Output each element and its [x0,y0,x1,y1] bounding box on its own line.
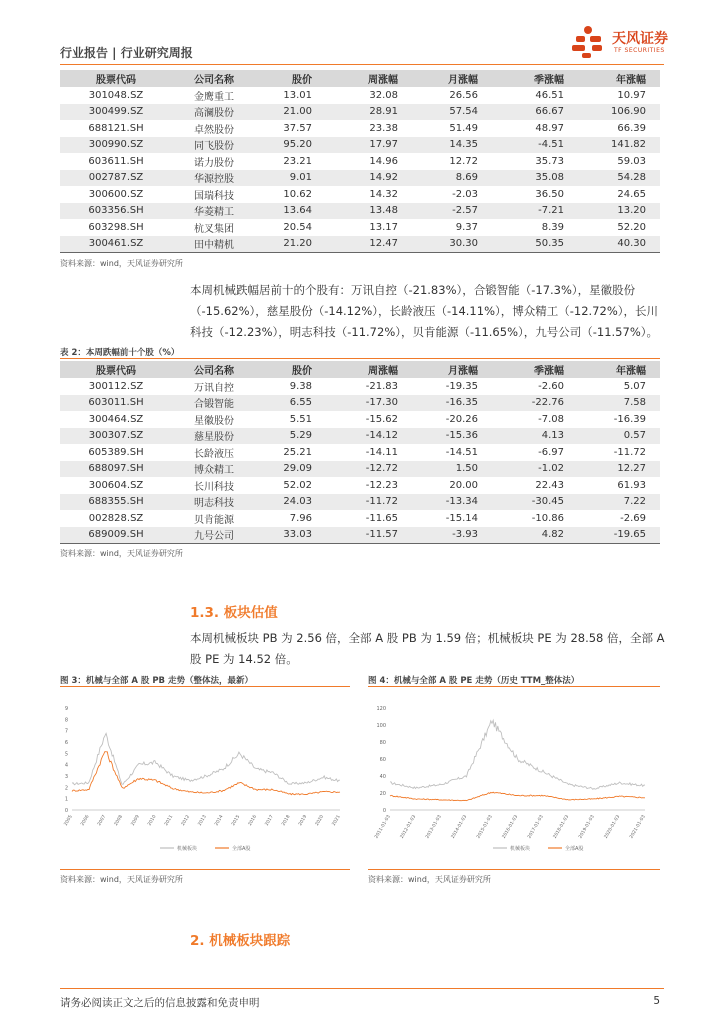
column-header: 季涨幅 [492,70,578,87]
x-tick-label: 2018-01-03 [552,814,571,840]
y-tick-label: 9 [64,706,68,712]
table-cell: -11.57 [326,527,412,544]
table-cell: 688121.SH [88,122,144,134]
table-cell: 12.47 [326,236,412,253]
table-cell: 300990.SZ [60,137,172,154]
table-cell: 35.73 [535,155,564,167]
table-cell: 106.90 [578,104,660,121]
table-cell: 10.97 [617,89,646,101]
table-cell: 13.17 [369,221,398,233]
table-cell: 603011.SH [60,395,172,412]
legend-label: 机械板块 [177,846,198,852]
column-header: 股价 [256,70,326,87]
x-tick-label: 2014-01-03 [450,814,469,840]
x-tick-label: 2017-01-03 [527,814,545,840]
table-row [60,104,660,121]
table-cell: 星徽股份 [194,415,234,427]
table-cell: 46.51 [535,89,564,101]
table-cell: 13.20 [578,203,660,220]
table-cell: 61.93 [617,479,646,491]
table-cell: 300112.SZ [88,380,144,392]
table-cell: 141.82 [578,137,660,154]
table1-source: 资料来源：wind，天风证券研究所 [60,259,183,268]
x-tick-label: 2016-01-03 [501,814,520,840]
x-tick-label: 2014 [214,814,225,827]
table-row [60,219,660,236]
table-cell: 300464.SZ [88,413,144,425]
column-header: 年涨幅 [578,361,660,378]
table-cell: 14.92 [326,170,412,187]
table-cell: -7.08 [538,413,564,425]
table-cell: 95.20 [256,137,326,154]
table-row [60,477,660,494]
table-cell: 688097.SH [60,461,172,478]
table-row [60,378,660,395]
table-cell: 万讯自控 [194,382,234,394]
table-cell: 33.03 [256,527,326,544]
logo-name: 天风证券 [612,31,668,47]
table-cell: 30.30 [412,236,492,253]
chart4-bottom-rule [368,869,660,870]
table-cell: 8.39 [541,221,564,233]
table-cell: 21.00 [256,104,326,121]
x-tick-label: 2018 [281,814,292,827]
x-tick-label: 2021-01-03 [629,814,647,840]
table-cell: -2.60 [538,380,564,392]
y-tick-label: 2 [64,785,68,792]
table-cell: 5.07 [623,380,646,392]
table-cell: -4.51 [492,137,578,154]
y-tick-label: 1 [64,796,68,803]
y-tick-label: 100 [376,723,386,729]
series-line-all-a-shares [72,752,340,795]
table-cell: 36.50 [535,188,564,200]
series-line-machinery [72,733,340,784]
table-row [60,186,660,203]
table-cell: 24.65 [617,188,646,200]
y-tick-label: 60 [379,757,386,763]
table-cell: 603298.SH [88,221,144,233]
table-cell: 杭叉集团 [194,223,234,235]
table-cell: -16.39 [613,413,646,425]
table-cell: -1.02 [492,461,578,478]
x-tick-label: 2013-01-03 [425,814,443,840]
table-cell: 4.82 [492,527,578,544]
table-cell: 66.39 [617,122,646,134]
table-cell: -30.45 [492,494,578,511]
chart3-caption: 图 3：机械与全部 A 股 PB 走势（整体法，最新） [60,676,253,686]
table-row [60,494,660,511]
table-cell: 23.38 [369,122,398,134]
table-cell: 13.01 [283,89,312,101]
table-row [60,461,660,478]
table-cell: 8.69 [412,170,492,187]
table-row [60,395,660,412]
table-cell: 51.49 [449,122,478,134]
table-cell: -10.86 [531,512,564,524]
top-decliners-table [60,361,660,544]
chart4-source: 资料来源：wind，天风证券研究所 [368,875,491,884]
table-cell: 21.20 [256,236,326,253]
table-cell: 9.01 [256,170,326,187]
table-cell: 同飞股份 [172,137,256,154]
chart3-caption-rule [60,686,350,687]
footer-rule [60,988,664,989]
table-cell: 5.51 [289,413,312,425]
table-cell: 17.97 [326,137,412,154]
table-cell: 300600.SZ [88,188,144,200]
table-cell: 7.96 [289,512,312,524]
table-cell: -20.26 [445,413,478,425]
table-cell: 002828.SZ [88,512,144,524]
x-tick-label: 2008 [113,814,124,827]
y-tick-label: 40 [379,774,386,780]
table-cell: 689009.SH [60,527,172,544]
table-cell: 长川科技 [194,481,234,493]
table-row [60,153,660,170]
table-cell: -13.34 [412,494,492,511]
series-line-all-a-shares [390,792,645,801]
table-cell: 5.29 [256,428,326,445]
table-cell: 九号公司 [172,527,256,544]
table-cell: -16.35 [412,395,492,412]
table-cell: 48.97 [535,122,564,134]
legend-label: 全部A股 [232,846,251,852]
column-header: 股票代码 [60,70,172,87]
table-cell: 7.58 [578,395,660,412]
section-1-3-title: 1.3. 板块估值 [190,605,278,621]
table-cell: 301048.SZ [88,89,144,101]
table-cell: 9.37 [455,221,478,233]
chart3-bottom-rule [60,869,350,870]
table2-caption: 表 2：本周跌幅前十个股（%） [60,348,180,358]
table-cell: 金鹰重工 [194,91,234,103]
x-tick-label: 2015 [231,814,242,827]
table-row [60,87,660,104]
table-cell: 6.55 [256,395,326,412]
table-row [60,203,660,220]
x-tick-label: 2019 [298,814,309,827]
table-cell: 54.28 [578,170,660,187]
x-tick-label: 2009 [130,814,141,827]
table-cell: 22.43 [535,479,564,491]
table-cell: 13.64 [256,203,326,220]
column-header: 股票代码 [60,361,172,378]
legend-label: 机械板块 [510,846,531,852]
table-cell: -15.36 [412,428,492,445]
table-cell: 26.56 [449,89,478,101]
x-tick-label: 2012-01-03 [399,814,418,840]
column-header: 月涨幅 [412,361,492,378]
table-cell: 卓然股份 [194,124,234,136]
table2-caption-rule [60,358,660,359]
table-cell: 29.09 [256,461,326,478]
table-cell: 24.03 [256,494,326,511]
table-cell: 32.08 [369,89,398,101]
table-cell: -2.03 [452,188,478,200]
table-cell: -15.62 [365,413,398,425]
table-cell: 华源控股 [172,170,256,187]
table-row [60,428,660,445]
y-tick-label: 20 [379,791,386,797]
pb-trend-chart [60,690,350,865]
decliners-paragraph: 本周机械跌幅居前十的个股有：万讯自控（-21.83%），合锻智能（-17.3%），星徽股份（-15.62%），慈星股份（-14.12%），长龄液压（-14.11%），博众精工（-12.72%），长川科技（-12.23%），明志科技（-11.72%），贝肯能源（-11.65%），九号公司（-11.57%）。 [190,283,658,339]
table-cell: 300499.SZ [60,104,172,121]
table-cell: -14.51 [445,446,478,458]
table-cell: -2.57 [412,203,492,220]
x-tick-label: 2015-01-03 [476,814,494,840]
table-cell: 13.48 [326,203,412,220]
table-cell: -14.11 [365,446,398,458]
tf-logo-icon [570,24,610,60]
column-header: 周涨幅 [326,361,412,378]
table-cell: 002787.SZ [60,170,172,187]
table-cell: 华菱精工 [172,203,256,220]
table-cell: -15.14 [445,512,478,524]
table-cell: -3.93 [412,527,492,544]
table-row [60,170,660,187]
x-tick-label: 2010 [147,814,158,827]
table-cell: 57.54 [412,104,492,121]
column-header: 公司名称 [172,70,256,87]
x-tick-label: 2007 [97,814,108,827]
table-cell: 35.08 [492,170,578,187]
x-tick-label: 2019-01-03 [578,814,596,840]
y-tick-label: 6 [64,740,68,746]
y-tick-label: 5 [64,751,68,758]
table-cell: 28.91 [326,104,412,121]
x-tick-label: 2012 [180,814,191,827]
x-tick-label: 2013 [197,814,208,827]
x-tick-label: 2020 [314,814,325,827]
table-cell: -19.35 [445,380,478,392]
column-header: 年涨幅 [578,70,660,87]
top-gainers-table [60,70,660,253]
table-cell: 10.62 [283,188,312,200]
table-cell: 14.32 [369,188,398,200]
table-cell: 田中精机 [172,236,256,253]
table-cell: 7.22 [578,494,660,511]
table-cell: 20.54 [283,221,312,233]
x-tick-label: 2011-01-03 [374,814,392,840]
x-tick-label: 2020-01-03 [603,814,622,840]
table-cell: -11.72 [326,494,412,511]
table-row [60,120,660,137]
column-header: 股价 [256,361,326,378]
x-tick-label: 2011 [164,814,175,827]
table-cell: 14.35 [412,137,492,154]
x-tick-label: 2006 [80,814,91,827]
x-tick-label: 2005 [63,814,74,827]
chart4-caption-rule [368,686,660,687]
table-row [60,444,660,461]
footer-disclaimer: 请务必阅读正文之后的信息披露和免责申明 [60,997,260,1009]
table-cell: 长龄液压 [194,448,234,460]
table-cell: -2.69 [620,512,646,524]
table-cell: 59.03 [617,155,646,167]
table-cell: 66.67 [492,104,578,121]
table-row [60,236,660,253]
table-cell: 4.13 [492,428,578,445]
page-number: 5 [653,995,660,1007]
pe-trend-chart [368,690,660,865]
section-2-title: 2. 机械板块跟踪 [190,933,291,949]
y-tick-label: 7 [64,728,68,735]
y-tick-label: 0 [382,808,386,814]
table-cell: -21.83 [365,380,398,392]
report-header-title: 行业报告 | 行业研究周报 [60,46,193,60]
section-1-3-text: 本周机械板块 PB 为 2.56 倍，全部 A 股 PB 为 1.59 倍；机械板块 PE 为 28.58 倍，全部 A 股 PE 为 14.52 倍。 [190,631,665,666]
table-cell: -11.65 [365,512,398,524]
table-cell: 25.21 [283,446,312,458]
table-cell: 高澜股份 [172,104,256,121]
logo-subtitle: TF SECURITIES [614,47,665,54]
table-cell: 20.00 [449,479,478,491]
table-cell: 1.50 [412,461,492,478]
y-tick-label: 3 [64,774,68,780]
table-cell: 603611.SH [88,155,144,167]
table-cell: -14.12 [326,428,412,445]
table-row [60,411,660,428]
column-header: 周涨幅 [326,70,412,87]
table-cell: -12.23 [365,479,398,491]
table-cell: 14.96 [369,155,398,167]
x-tick-label: 2016 [247,814,258,827]
table-row [60,137,660,154]
table-cell: -11.72 [613,446,646,458]
y-tick-label: 8 [64,717,68,724]
table2-source: 资料来源：wind，天风证券研究所 [60,549,183,558]
table-cell: 0.57 [578,428,660,445]
table-cell: 12.27 [578,461,660,478]
table-cell: -12.72 [326,461,412,478]
table-cell: 603356.SH [60,203,172,220]
column-header: 季涨幅 [492,361,578,378]
table-cell: -17.30 [326,395,412,412]
table-cell: 12.72 [449,155,478,167]
y-tick-label: 0 [64,808,68,814]
table-cell: 博众精工 [172,461,256,478]
table-cell: -19.65 [578,527,660,544]
header-rule [60,64,664,65]
x-tick-label: 2017 [264,814,275,827]
column-header: 月涨幅 [412,70,492,87]
chart3-source: 资料来源：wind，天风证券研究所 [60,875,183,884]
legend-label: 全部A股 [565,846,584,852]
table-row [60,510,660,527]
table-cell: 688355.SH [60,494,172,511]
table-cell: 贝肯能源 [194,514,234,526]
table-cell: 605389.SH [88,446,144,458]
table-cell: 23.21 [283,155,312,167]
y-tick-label: 120 [376,706,386,712]
table-cell: 40.30 [578,236,660,253]
table-cell: -6.97 [538,446,564,458]
table-cell: 慈星股份 [172,428,256,445]
table-cell: -22.76 [492,395,578,412]
table-cell: 国瑞科技 [194,190,234,202]
table-row [60,527,660,544]
table-cell: 50.35 [492,236,578,253]
table-cell: 诺力股份 [194,157,234,169]
table-cell: 52.02 [283,479,312,491]
chart4-caption: 图 4：机械与全部 A 股 PE 走势（历史 TTM_整体法） [368,676,580,686]
table-cell: 合锻智能 [172,395,256,412]
table-cell: -7.21 [492,203,578,220]
y-tick-label: 80 [379,740,386,746]
table-cell: 300461.SZ [60,236,172,253]
y-tick-label: 4 [64,762,68,769]
table-cell: 52.20 [617,221,646,233]
column-header: 公司名称 [172,361,256,378]
table-cell: 37.57 [283,122,312,134]
series-line-machinery [390,720,645,789]
table-cell: 300307.SZ [60,428,172,445]
table-cell: 300604.SZ [88,479,144,491]
x-tick-label: 2021 [331,814,342,827]
table-cell: 9.38 [289,380,312,392]
table-cell: 明志科技 [172,494,256,511]
